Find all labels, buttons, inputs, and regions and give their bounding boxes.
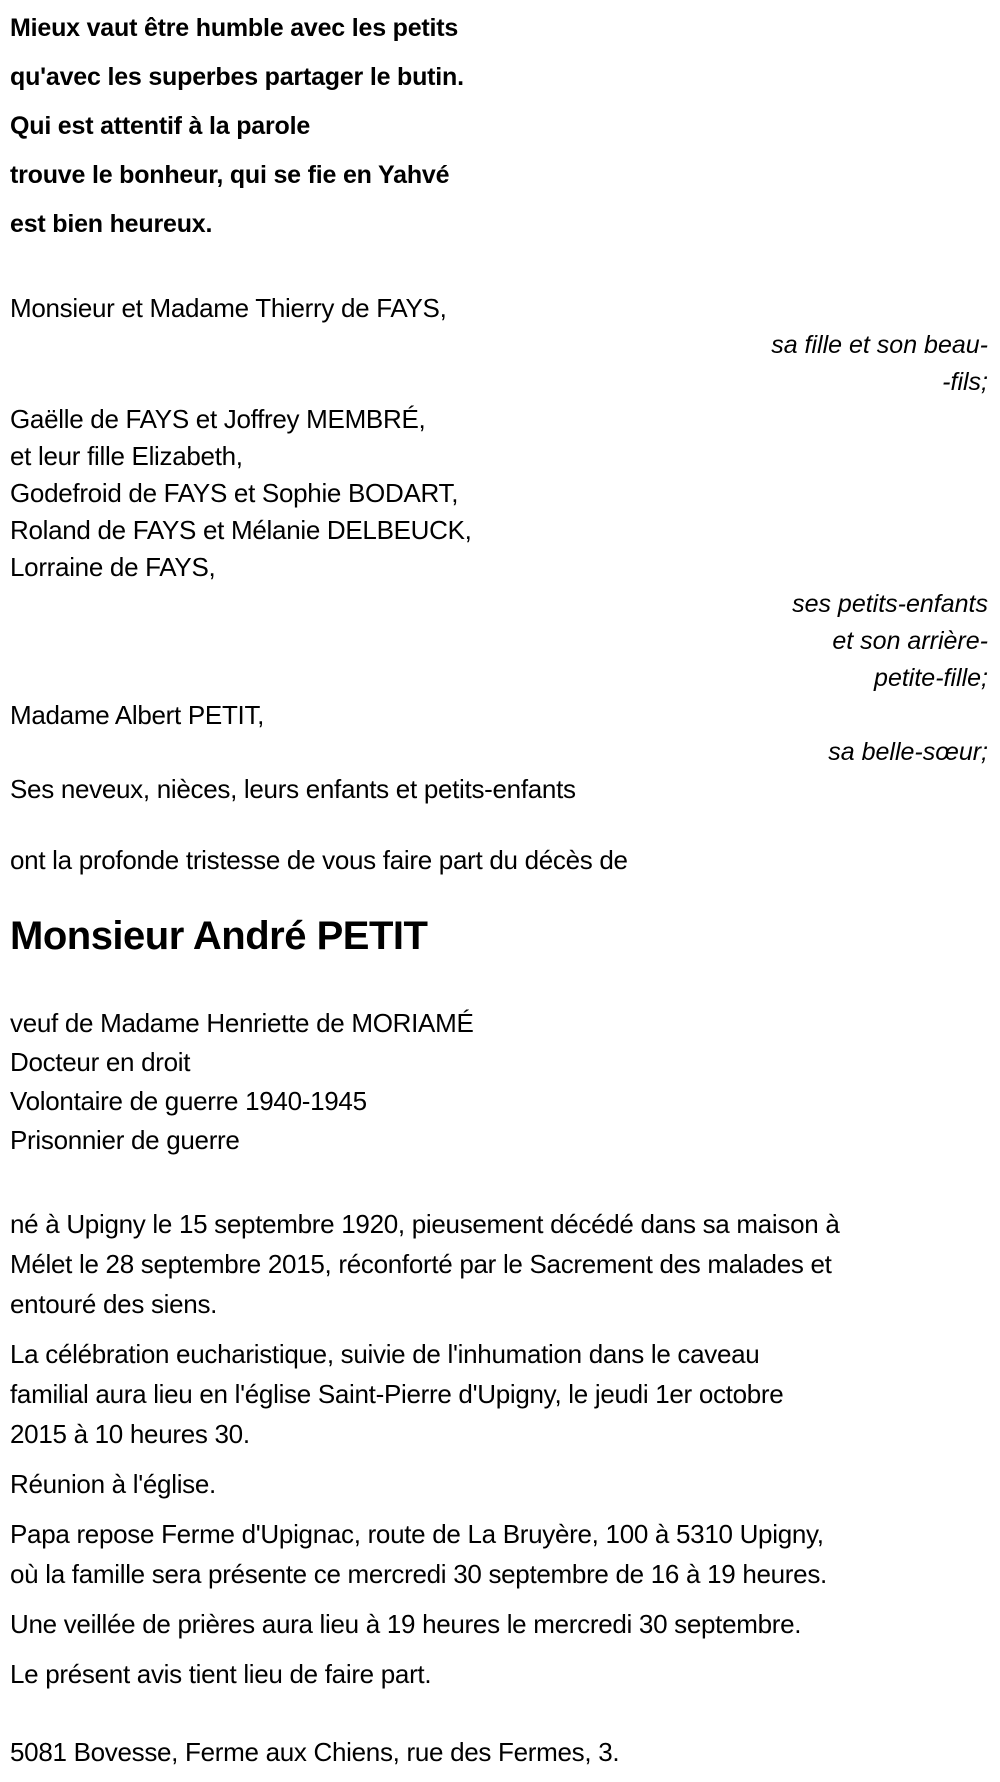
epigraph-line: est bien heureux. <box>10 210 213 238</box>
mourner-name-line: Monsieur et Madame Thierry de FAYS, <box>10 293 447 323</box>
body-paragraphs <box>10 1204 988 1694</box>
deceased-titles <box>10 1004 988 1160</box>
paragraph-line: familial aura lieu en l'église Saint-Pierre d'Upigny, le jeudi 1er octobre <box>10 1379 784 1409</box>
mourner-name-line: et leur fille Elizabeth, <box>10 441 243 471</box>
paragraph-line: Le présent avis tient lieu de faire part. <box>10 1659 432 1689</box>
paragraph-line: entouré des siens. <box>10 1289 218 1319</box>
mourner-name-line: Ses neveux, nièces, leurs enfants et petits-enfants <box>10 774 576 804</box>
mourner-name-line: Gaëlle de FAYS et Joffrey MEMBRÉ, <box>10 404 426 434</box>
paragraph-line: où la famille sera présente ce mercredi 30 septembre de 16 à 19 heures. <box>10 1559 827 1589</box>
relation-label: sa belle-sœur; <box>828 738 988 766</box>
paragraph-line: né à Upigny le 15 septembre 1920, pieusement décédé dans sa maison à <box>10 1209 840 1239</box>
paragraph-meeting <box>10 1464 988 1504</box>
paragraph-vigil <box>10 1604 988 1644</box>
relation-label: -fils; <box>942 368 988 396</box>
epigraph <box>10 4 988 249</box>
mourners-list <box>10 290 988 808</box>
relation-label: sa fille et son beau- <box>771 331 988 359</box>
page-title-deceased-name: Monsieur André PETIT <box>10 914 428 958</box>
mourner-name-line: Lorraine de FAYS, <box>10 552 216 582</box>
announcement-intro: ont la profonde tristesse de vous faire part du décès de <box>10 845 628 875</box>
paragraph-notice <box>10 1654 988 1694</box>
epigraph-line: qu'avec les superbes partager le butin. <box>10 63 464 91</box>
paragraph-ceremony <box>10 1334 988 1454</box>
footer-address: 5081 Bovesse, Ferme aux Chiens, rue des Fermes, 3. <box>10 1737 620 1767</box>
relation-label: ses petits-enfants <box>792 590 988 618</box>
deceased-title-line: veuf de Madame Henriette de MORIAMÉ <box>10 1008 474 1038</box>
deceased-title-line: Docteur en droit <box>10 1047 191 1077</box>
paragraph-line: 2015 à 10 heures 30. <box>10 1419 250 1449</box>
relation-label: et son arrière- <box>832 627 988 655</box>
epigraph-line: Mieux vaut être humble avec les petits <box>10 14 459 42</box>
mourner-name-line: Madame Albert PETIT, <box>10 700 265 730</box>
paragraph-repose <box>10 1514 988 1594</box>
paragraph-line: Réunion à l'église. <box>10 1469 216 1499</box>
paragraph-birth-death <box>10 1204 988 1324</box>
paragraph-line: Mélet le 28 septembre 2015, réconforté par le Sacrement des malades et <box>10 1249 832 1279</box>
mourner-name-line: Roland de FAYS et Mélanie DELBEUCK, <box>10 515 472 545</box>
mourner-name-line: Godefroid de FAYS et Sophie BODART, <box>10 478 459 508</box>
epigraph-line: trouve le bonheur, qui se fie en Yahvé <box>10 161 450 189</box>
paragraph-line: Une veillée de prières aura lieu à 19 heures le mercredi 30 septembre. <box>10 1609 802 1639</box>
deceased-title-line: Prisonnier de guerre <box>10 1125 240 1155</box>
paragraph-line: Papa repose Ferme d'Upignac, route de La Bruyère, 100 à 5310 Upigny, <box>10 1519 824 1549</box>
epigraph-line: Qui est attentif à la parole <box>10 112 311 140</box>
relation-label: petite-fille; <box>874 664 988 692</box>
paragraph-line: La célébration eucharistique, suivie de l'inhumation dans le caveau <box>10 1339 760 1369</box>
deceased-title-line: Volontaire de guerre 1940-1945 <box>10 1086 367 1116</box>
